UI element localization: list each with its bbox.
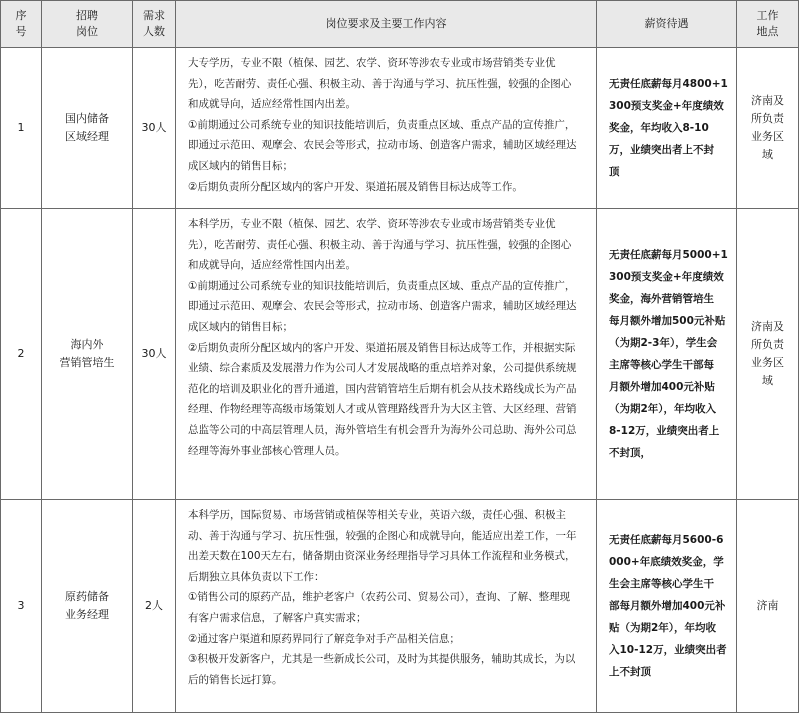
header-requirements: 岗位要求及主要工作内容 bbox=[176, 0, 597, 48]
row-no: 3 bbox=[0, 500, 42, 713]
row-location: 济南及 所负责 业务区 域 bbox=[737, 48, 799, 209]
row-demand: 2人 bbox=[133, 500, 176, 713]
row-demand: 30人 bbox=[133, 48, 176, 209]
row-salary: 无责任底薪每月5600-6 000+年底绩效奖金，学 生会主席等核心学生干 部每月额外增加400元补 贴（为期2年），年均收 入10-12万，业绩突出者 上不封顶 bbox=[597, 500, 737, 713]
row-position: 原药储备 业务经理 bbox=[42, 500, 133, 713]
row-salary: 无责任底薪每月5000+1 300预支奖金+年度绩效 奖金，海外营销管培生 每月额外增加500元补贴 （为期2-3年），学生会 主席等核心学生干部每 月额外增加400元补贴 （为期2年），年均收入 8-12万，业绩突出者上 不封顶， bbox=[597, 209, 737, 500]
table-row bbox=[0, 500, 799, 713]
row-salary: 无责任底薪每月4800+1 300预支奖金+年度绩效 奖金，年均收入8-10 万，业绩突出者上不封 顶 bbox=[597, 48, 737, 209]
row-location: 济南 bbox=[737, 500, 799, 713]
row-requirements: 大专学历，专业不限（植保、园艺、农学、资环等涉农专业或市场营销类专业优 先），吃苦耐劳、责任心强、积极主动、善于沟通与学习、抗压性强，较强的企图心 和成就导向，适应经常性国内出差。 ①前期通过公司系统专业的知识技能培训后，负责重点区域、重点产品的宣传推广， 即通过示范田、观摩会、农民会等形式，拉动市场、创造客户需求，辅助区域经理达 成区域内的销售目标； ②后期负责所分配区域内的客户开发、渠道拓展及销售目标达成等工作。 bbox=[176, 48, 597, 209]
header-demand: 需求 人数 bbox=[133, 0, 176, 48]
table-header-row bbox=[0, 0, 799, 48]
table-row bbox=[0, 48, 799, 209]
row-position: 国内储备 区域经理 bbox=[42, 48, 133, 209]
row-no: 1 bbox=[0, 48, 42, 209]
row-requirements: 本科学历，国际贸易、市场营销或植保等相关专业，英语六级，责任心强、积极主 动、善于沟通与学习、抗压性强，较强的企图心和成就导向，能适应出差工作，一年 出差天数在100天左右，储备期由资深业务经理指导学习具体工作流程和业务模式， 后期独立具体负责以下工作： ①销售公司的原药产品，维护老客户（农药公司、贸易公司），查询、了解、整理现 有客户需求信息，了解客户真实需求； ②通过客户渠道和原药界同行了解竞争对手产品相关信息； ③积极开发新客户，尤其是一些新成长公司，及时为其提供服务，辅助其成长，为以 后的销售长远打算。 bbox=[176, 500, 597, 713]
row-no: 2 bbox=[0, 209, 42, 500]
row-demand: 30人 bbox=[133, 209, 176, 500]
header-salary: 薪资待遇 bbox=[597, 0, 737, 48]
header-location: 工作 地点 bbox=[737, 0, 799, 48]
header-position: 招聘 岗位 bbox=[42, 0, 133, 48]
row-requirements: 本科学历，专业不限（植保、园艺、农学、资环等涉农专业或市场营销类专业优 先），吃苦耐劳、责任心强、积极主动、善于沟通与学习、抗压性强，较强的企图心 和成就导向，适应经常性国内出差。 ①前期通过公司系统专业的知识技能培训后，负责重点区域、重点产品的宣传推广， 即通过示范田、观摩会、农民会等形式，拉动市场、创造客户需求，辅助区域经理达 成区域内的销售目标； ②后期负责所分配区域内的客户开发、渠道拓展及销售目标达成等工作，并根据实际 业绩、综合素质及发展潜力作为公司人才发展战略的重点培养对象，公司提供系统规 范化的培训及职业化的晋升通道，国内营销管培生后期有机会从技术路线成长为产品 经理、作物经理等高级市场策划人才或从管理路线晋升为大区主管、大区经理、营销 总监等公司的中高层管理人员，海外管培生有机会晋升为海外公司总助、海外公司总 经理等海外事业部核心管理人员。 bbox=[176, 209, 597, 500]
table-row bbox=[0, 209, 799, 500]
row-position: 海内外 营销管培生 bbox=[42, 209, 133, 500]
row-location: 济南及 所负责 业务区 域 bbox=[737, 209, 799, 500]
header-no: 序 号 bbox=[0, 0, 42, 48]
